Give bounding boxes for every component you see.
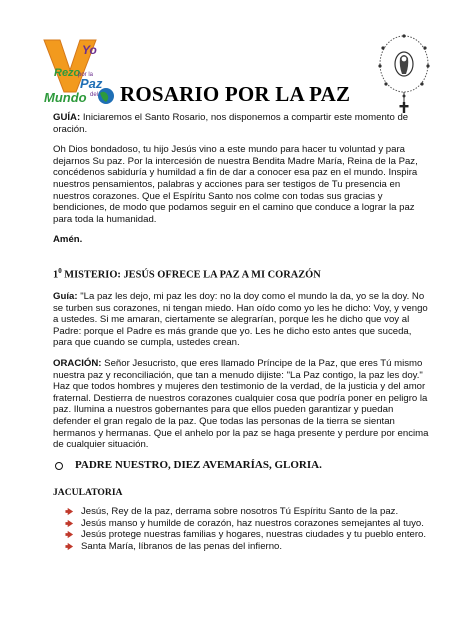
jaculatoria-list [65,506,433,552]
list-item [65,518,433,530]
jaculatoria-item-text: Jesús protege nuestras familias y hogares, nuestras ciudades y tu pueblo entero. [81,529,427,541]
jaculatoria-title: JACULATORIA [53,487,123,499]
arrow-bullet-icon [65,507,74,516]
circle-bullet-icon [55,462,63,470]
mystery-number: 1 [53,269,59,281]
logo-del: del [90,92,99,98]
mystery-guia-text: "La paz les dejo, mi paz les doy: no la doy como el mundo la da, yo se la doy. No se turben sus corazones, ni tengan miedo. Han oído como yo les he dicho: Voy, y vengo a ustedes. Si me amaran, ciertamente se alegrarían, porque les he dicho que voy al Padre: porque el Padre es más grande que yo. Les he dicho esto antes que suceda, para que cuando se cumpla, ustedes crean. [53,291,428,349]
mystery-ordinal: 0 [58,266,62,275]
intro-guia [53,112,433,135]
mystery-guia [53,291,433,349]
logo-mundo: Mundo [44,90,87,105]
amen: Amén. [53,234,83,246]
arrow-bullet-icon [65,542,74,551]
padre-nuestro-text: PADRE NUESTRO, DIEZ AVEMARÍAS, GLORIA. [75,458,322,471]
mystery-title-text: MISTERIO: JESÚS OFRECE LA PAZ A MI CORAZÓN [61,269,321,281]
jaculatoria-item-text: Jesús manso y humilde de corazón, haz nuestros corazones semejantes al tuyo. [81,517,424,529]
logo-por-la: por la [78,72,94,78]
opening-prayer: Oh Dios bondadoso, tu hijo Jesús vino a este mundo para hacer tu voluntad y para dejarnos Su paz. Por la intercesión de nuestra Bendita Madre María, Reina de la Paz, concédenos sabiduría y humildad a fin de dar a conocer esa paz en el mundo. Inspira nuestros pensamientos, palabras y acciones para ser testigos de Tu presencia en nuestros corazones. Que el Espíritu Santo nos colme con todas sus gracias y bendiciones, de modo que podamos seguir en el camino que conduce a lograr la paz para toda la humanidad. [53,144,418,225]
mystery-oracion [53,358,433,451]
mystery-title [53,266,433,281]
rosary-icon [371,30,437,114]
jaculatoria-item-text: Jesús, Rey de la paz, derrama sobre nosotros Tú Espíritu Santo de la paz. [81,505,399,517]
jaculatoria-item-text: Santa María, líbranos de las penas del infierno. [81,540,283,552]
arrow-bullet-icon [65,530,74,539]
logo-rezo: Rezo [54,67,81,79]
mystery-guia-label: Guía: [53,291,78,302]
oracion-text: Señor Jesucristo, que eres llamado Príncipe de la Paz, que eres Tú mismo nuestra paz y reconciliación, que tan a menudo dijiste: "La Paz contigo, la paz les doy." Haz que todos hombres y mujeres den testimonio de la verdad, de la justicia y del amor fraternal. Destierra de nuestros corazones cualquier cosa que podría poner en peligro la paz. Ilumina a nuestros gobernantes para que ellos pueden garantizar y puedan defender el gran regalo de la paz. Que todas las personas de la tierra se sientan hermanos y hermanas. Que el anhelo por la paz se haga presente y perdure por encima de cualquier situación. [53,357,429,451]
arrow-bullet-icon [65,519,74,528]
list-item [65,541,433,553]
list-item [65,529,433,541]
page-title: ROSARIO POR LA PAZ [120,82,351,106]
logo-paz: Paz [80,76,103,91]
guia-label: GUÍA: [53,112,81,123]
rosary-text [53,112,433,552]
list-item [65,506,433,518]
oracion-label: ORACIÓN: [53,357,102,369]
padre-nuestro-line [53,460,433,472]
yo-rezo-paz-logo [40,36,120,108]
logo-yo: Yo [82,43,97,57]
guia-text: Iniciaremos el Santo Rosario, nos disponemos a compartir este momento de oración. [53,112,409,135]
